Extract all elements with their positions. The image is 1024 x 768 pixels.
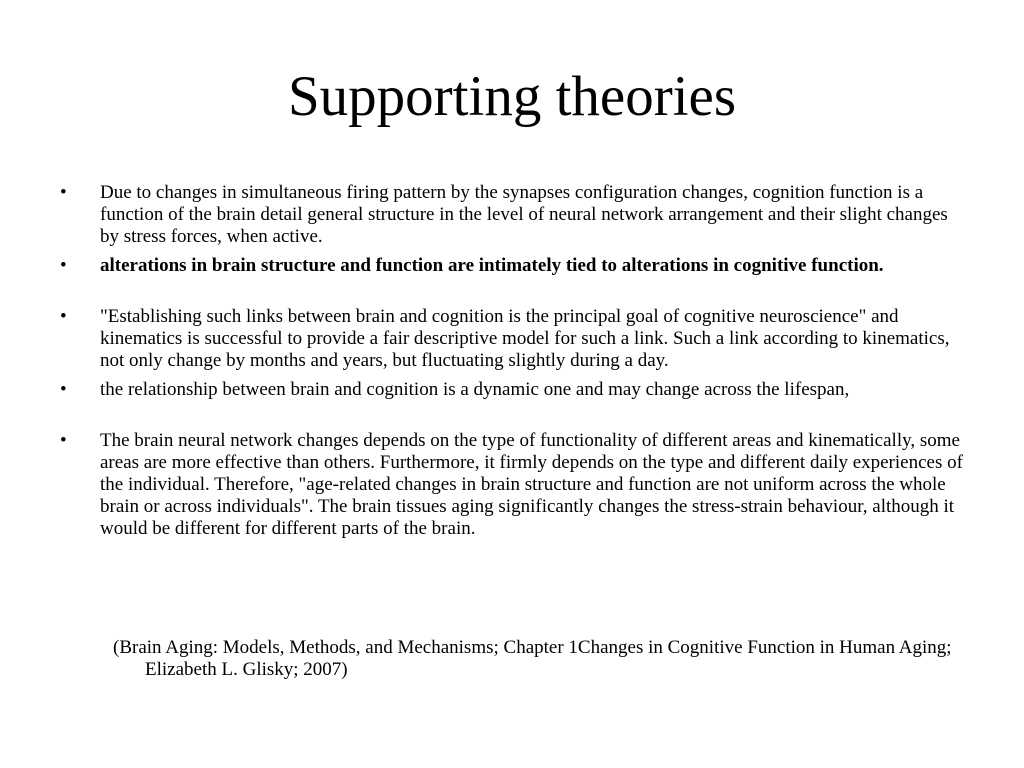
bullet-item bbox=[60, 306, 970, 372]
bullet-icon: • bbox=[60, 255, 67, 276]
citation: (Brain Aging: Models, Methods, and Mechanisms; Chapter 1Changes in Cognitive Function in Human Aging; Elizabeth L. Glisky; 2007) bbox=[113, 637, 952, 680]
bullet-item bbox=[60, 430, 970, 540]
bullet-icon: • bbox=[60, 430, 67, 451]
bullet-text: The brain neural network changes depends on the type of functionality of different areas and kinematically, some areas are more effective than others. Furthermore, it firmly depends on the type and different daily experiences of the individual. Therefore, "age-related changes in brain structure and function are not uniform across the whole brain or across individuals". The brain tissues aging significantly changes the stress-strain behaviour, although it would be different for different parts of the brain. bbox=[100, 430, 963, 539]
bullet-icon: • bbox=[60, 182, 67, 203]
bullet-icon: • bbox=[60, 379, 67, 400]
bullet-text: "Establishing such links between brain and cognition is the principal goal of cognitive neuroscience" and kinematics is successful to provide a fair descriptive model for such a link. Such a link according to kinematics, not only change by months and years, but fluctuating slightly during a day. bbox=[100, 306, 950, 371]
bullet-text: Due to changes in simultaneous firing pattern by the synapses configuration changes, cognition function is a function of the brain detail general structure in the level of neural network arrangement and their slight changes by stress forces, when active. bbox=[100, 182, 948, 247]
bullet-list bbox=[60, 182, 970, 547]
bullet-item bbox=[60, 182, 970, 248]
bullet-text: the relationship between brain and cognition is a dynamic one and may change across the lifespan, bbox=[100, 379, 850, 400]
bullet-item bbox=[60, 379, 970, 401]
bullet-item bbox=[60, 255, 970, 277]
bullet-text: alterations in brain structure and function are intimately tied to alterations in cognitive function. bbox=[100, 255, 884, 276]
slide-title: Supporting theories bbox=[287, 65, 737, 128]
bullet-icon: • bbox=[60, 306, 67, 327]
